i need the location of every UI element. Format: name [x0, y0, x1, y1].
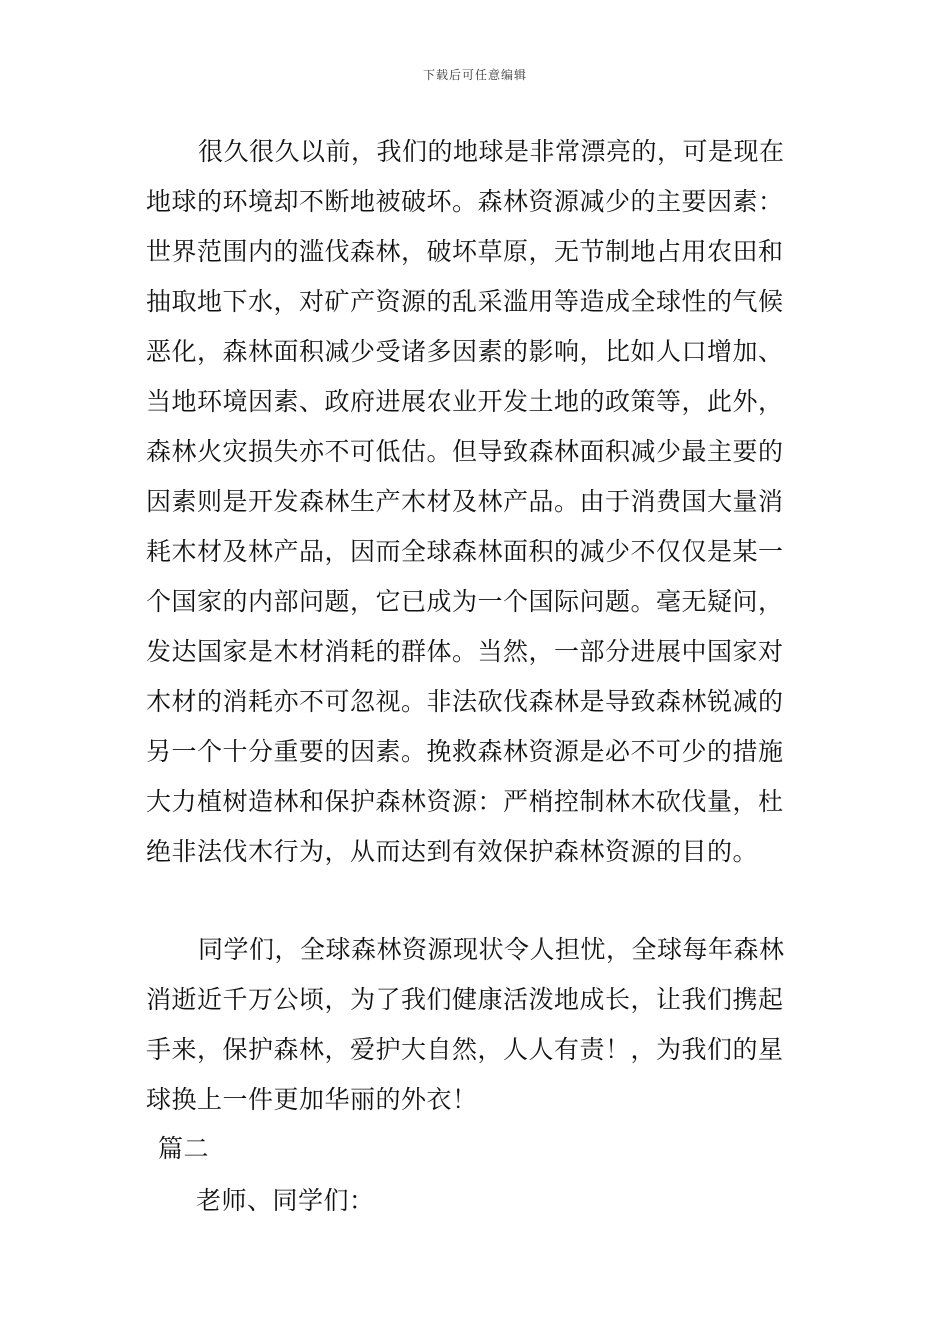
- paragraph-line: 木材的消耗亦不可忽视。非法砍伐森林是导致森林锐减的: [146, 687, 784, 716]
- paragraph-line: 另一个十分重要的因素。挽救森林资源是必不可少的措施: [146, 737, 784, 766]
- paragraph-line: 耗木材及林产品，因而全球森林面积的减少不仅仅是某一: [146, 537, 784, 566]
- paragraph-line: 同学们，全球森林资源现状令人担忧，全球每年森林: [198, 935, 785, 964]
- paragraph-line: 球换上一件更加华丽的外衣！: [146, 1085, 478, 1114]
- paragraph-line: 大力植树造林和保护森林资源：严梢控制林木砍伐量，杜: [146, 787, 784, 816]
- paragraph-line: 因素则是开发森林生产木材及林产品。由于消费国大量消: [146, 487, 784, 516]
- paragraph-line: 当地环境因素、政府进展农业开发土地的政策等，此外，: [146, 387, 784, 416]
- section-heading: 篇二: [158, 1134, 210, 1163]
- paragraph-line: 很久很久以前，我们的地球是非常漂亮的，可是现在: [198, 137, 785, 166]
- paragraph-line: 消逝近千万公顷，为了我们健康活泼地成长，让我们携起: [146, 985, 784, 1014]
- paragraph-line: 个国家的内部问题，它已成为一个国际问题。毫无疑问，: [146, 587, 784, 616]
- paragraph-line: 地球的环境却不断地被破坏。森林资源减少的主要因素：: [146, 187, 784, 216]
- paragraph-line: 发达国家是木材消耗的群体。当然，一部分进展中国家对: [146, 637, 784, 666]
- paragraph-line: 抽取地下水，对矿产资源的乱采滥用等造成全球性的气候: [146, 287, 784, 316]
- paragraph-line: 绝非法伐木行为，从而达到有效保护森林资源的目的。: [146, 837, 759, 866]
- paragraph-line: 手来，保护森林，爱护大自然，人人有责！，为我们的星: [146, 1035, 784, 1064]
- paragraph-line: 世界范围内的滥伐森林，破坏草原，无节制地占用农田和: [146, 237, 784, 266]
- paragraph-line: 恶化，森林面积减少受诸多因素的影响，比如人口增加、: [146, 337, 784, 366]
- salutation: 老师、同学们：: [196, 1186, 375, 1215]
- paragraph-line: 森林火灾损失亦不可低估。但导致森林面积减少最主要的: [146, 437, 784, 466]
- header-note: 下载后可任意编辑: [422, 68, 527, 82]
